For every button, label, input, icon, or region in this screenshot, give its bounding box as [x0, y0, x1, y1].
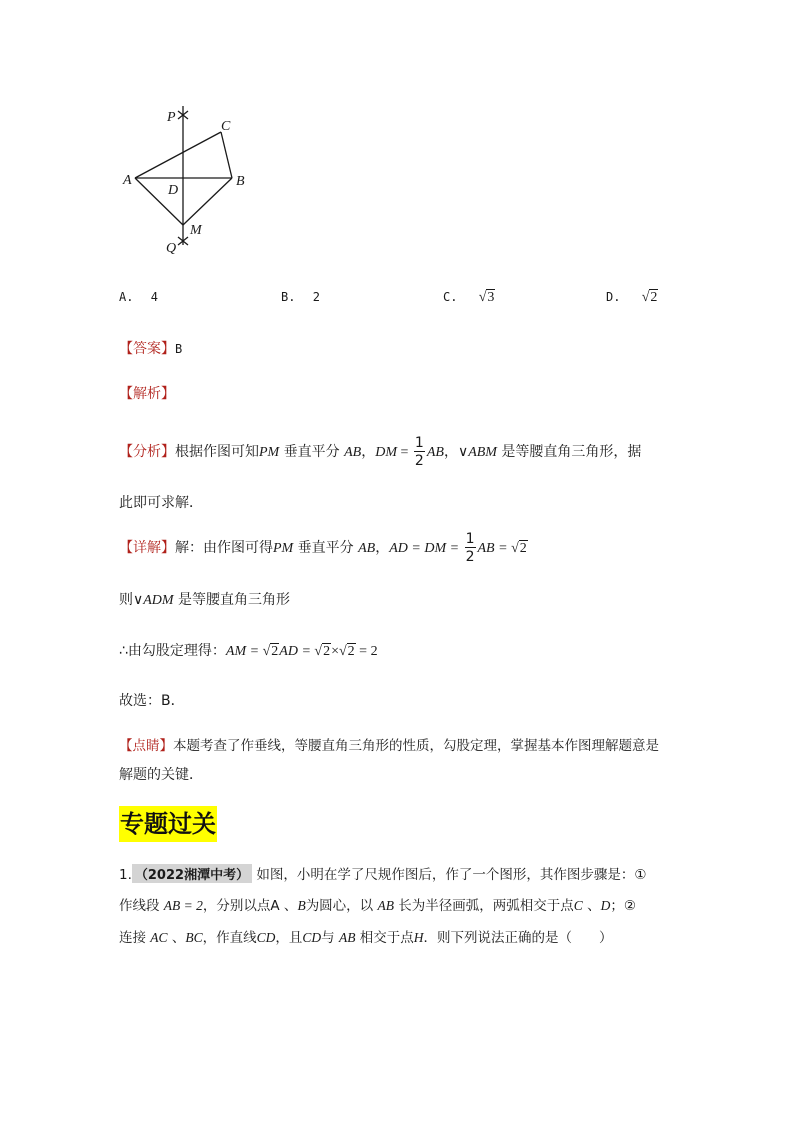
answer-line — [119, 338, 182, 358]
problem1-line3: 连接 AC 、BC，作直线CD，且CD与 AB 相交于点H．则下列说法正确的是（ ） — [119, 930, 613, 946]
fenxi-line2: 此即可求解． — [119, 495, 203, 511]
option-c-sqrt: √3 — [478, 290, 495, 305]
ze-line — [119, 589, 290, 609]
label-p: P — [167, 110, 176, 125]
gougu-result: = 2 — [355, 644, 378, 659]
option-c-label: C. — [443, 290, 458, 304]
ze-text1: 则 — [119, 592, 133, 608]
problem1-source: （2022湘潭中考） — [132, 864, 252, 883]
gougu-ad: AD = — [279, 644, 315, 659]
option-a-value: 4 — [150, 290, 158, 304]
analysis-header: 【解析】 — [119, 386, 175, 402]
fenxi-text2: 垂直平分 — [279, 444, 345, 460]
label-b: B — [236, 174, 245, 189]
fenxi-tag: 【分析】 — [119, 444, 175, 460]
xiangjie-ab2: AB = — [477, 541, 512, 556]
guxuan-line: 故选：B． — [119, 693, 185, 709]
problem1-text1: 如图，小明在学了尺规作图后，作了一个图形，其作图步骤是：① — [256, 867, 647, 883]
fenxi-text1: 根据作图可知 — [175, 444, 259, 460]
dianjing-line2: 解题的关键． — [119, 767, 203, 783]
xiangjie-text2: 垂直平分 — [293, 540, 359, 556]
xiangjie-fraction: $\frac{1}{2}$ — [465, 531, 475, 565]
ze-triangle: ∨ADM — [133, 593, 174, 608]
fenxi-fraction: $\frac{1}{2}$ — [414, 435, 424, 469]
section-title: 专题过关 — [119, 806, 217, 842]
dianjing-line1 — [119, 734, 659, 754]
fenxi-text3: ， — [361, 444, 376, 460]
answer-tag: 【答案】 — [119, 341, 175, 357]
problem1-line1 — [119, 863, 646, 883]
fenxi-eq: = — [397, 445, 412, 460]
option-b-value: 2 — [312, 290, 320, 304]
xiangjie-text3: ， — [375, 540, 390, 556]
fenxi-text4: ， — [443, 444, 458, 460]
gougu-sqrt3: √2 — [338, 644, 355, 659]
fenxi-pm: PM — [259, 445, 280, 460]
label-q: Q — [166, 241, 177, 256]
dianjing-text1: 本题考查了作垂线，等腰直角三角形的性质，勾股定理，掌握基本作图理解题意是 — [173, 738, 659, 754]
problem1-number: 1. — [119, 867, 132, 883]
gougu-sqrt2: √2 — [314, 644, 331, 659]
label-m: M — [190, 223, 202, 238]
geometry-figure — [110, 100, 270, 260]
fenxi-text5: 是等腰直角三角形，据 — [496, 444, 642, 460]
xiangjie-ab: AB — [358, 541, 376, 556]
segment-bm — [183, 178, 232, 225]
gougu-am: AM = — [225, 644, 263, 659]
label-a: A — [123, 173, 132, 188]
xiangjie-pm: PM — [273, 541, 294, 556]
fenxi-ab2: AB — [426, 445, 444, 460]
option-b[interactable] — [281, 290, 320, 304]
gougu-line — [119, 640, 378, 660]
problem1-line2: 作线段 AB = 2，分别以点A 、B为圆心，以 AB 长为半径画弧，两弧相交于点C 、D；② — [119, 898, 636, 914]
gougu-text1: ∴由勾股定理得： — [119, 643, 226, 659]
answer-value: B — [175, 342, 183, 356]
fenxi-line1 — [119, 434, 641, 470]
fenxi-dm: DM — [375, 445, 398, 460]
gougu-sqrt1: √2 — [262, 644, 279, 659]
xiangjie-tag: 【详解】 — [119, 540, 175, 556]
label-c: C — [221, 119, 231, 134]
ze-text2: 是等腰直角三角形 — [173, 592, 291, 608]
dianjing-tag: 【点睛】 — [119, 738, 173, 754]
option-d-label: D. — [606, 290, 621, 304]
xiangjie-sqrt: √2 — [511, 541, 527, 556]
gougu-times: × — [331, 644, 339, 659]
option-c[interactable] — [443, 290, 495, 306]
xiangjie-text1: 解：由作图可得 — [175, 540, 273, 556]
option-a[interactable] — [119, 290, 158, 304]
fenxi-triangle: ∨ABM — [457, 445, 497, 460]
segment-ac — [135, 132, 221, 178]
option-b-label: B. — [281, 290, 296, 304]
option-d-sqrt: √2 — [641, 290, 658, 305]
label-d: D — [168, 183, 179, 198]
xiangjie-eq: AD = DM = — [389, 541, 463, 556]
option-a-label: A. — [119, 290, 134, 304]
segment-cb — [221, 132, 232, 178]
xiangjie-line — [119, 530, 528, 566]
option-d[interactable] — [606, 290, 658, 306]
fenxi-ab: AB — [344, 445, 362, 460]
